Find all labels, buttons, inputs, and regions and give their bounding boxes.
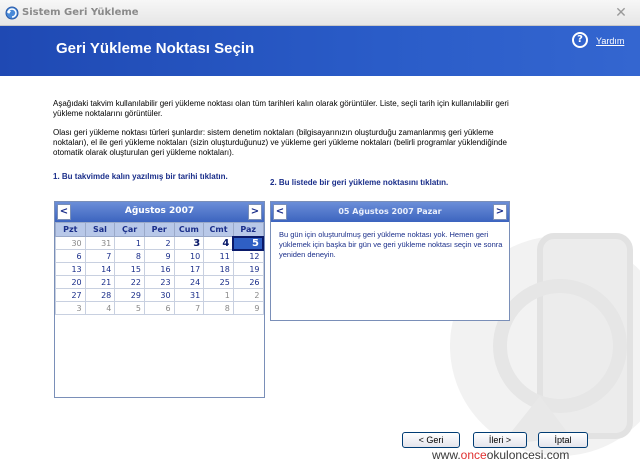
next-button[interactable]: İleri > — [473, 432, 527, 448]
watermark-accent: once — [460, 448, 487, 462]
calendar-day[interactable]: 26 — [233, 276, 263, 289]
calendar-day[interactable]: 3 — [56, 302, 86, 315]
system-restore-icon — [5, 6, 19, 20]
calendar-day[interactable]: 25 — [204, 276, 234, 289]
calendar — [54, 201, 265, 398]
calendar-day[interactable]: 31 — [85, 237, 115, 250]
weekday-header: Paz — [233, 223, 263, 237]
calendar-day[interactable]: 30 — [144, 289, 174, 302]
close-icon[interactable]: ✕ — [615, 5, 627, 21]
step2-label: 2. Bu listede bir geri yükleme noktasını tıklatın. — [270, 178, 449, 187]
calendar-day[interactable]: 31 — [174, 289, 204, 302]
step1-label: 1. Bu takvimde kalın yazılmış bir tarihi tıklatın. — [53, 172, 228, 181]
calendar-day[interactable]: 6 — [144, 302, 174, 315]
restore-types-text: Olası geri yükleme noktası türleri şunlardır: sistem denetim noktaları (bilgisayarınızın oluşturduğu zamanlanmış geri yükleme noktaları), el ile geri yükleme noktaları (sizin oluşturduğunuz) ve yükleme geri yükleme noktaları (belirli programlar yüklendiğinde otomatik olarak oluşturulan geri yükleme noktaları). — [53, 128, 507, 157]
wizard-header — [0, 26, 640, 76]
calendar-day[interactable]: 19 — [233, 263, 263, 276]
calendar-day[interactable]: 29 — [115, 289, 145, 302]
page-title: Geri Yükleme Noktası Seçin — [56, 40, 255, 57]
calendar-grid — [55, 222, 264, 315]
calendar-day[interactable]: 24 — [174, 276, 204, 289]
calendar-day[interactable]: 7 — [85, 250, 115, 263]
prev-month-button[interactable]: < — [57, 204, 71, 220]
calendar-week — [56, 250, 264, 263]
window-title: Sistem Geri Yükleme — [22, 7, 139, 18]
calendar-day[interactable]: 30 — [56, 237, 86, 250]
weekday-header: Çar — [115, 223, 145, 237]
calendar-day[interactable]: 3 — [174, 237, 204, 250]
calendar-days — [56, 237, 264, 315]
calendar-day[interactable]: 1 — [115, 237, 145, 250]
calendar-day-selected[interactable]: 5 — [233, 237, 263, 250]
calendar-week — [56, 302, 264, 315]
calendar-day[interactable]: 4 — [204, 237, 234, 250]
calendar-day[interactable]: 2 — [144, 237, 174, 250]
calendar-header — [55, 202, 264, 222]
back-button[interactable]: < Geri — [402, 432, 460, 448]
calendar-day[interactable]: 20 — [56, 276, 86, 289]
calendar-week — [56, 237, 264, 250]
cancel-button[interactable]: İptal — [538, 432, 588, 448]
calendar-day[interactable]: 27 — [56, 289, 86, 302]
calendar-day[interactable]: 9 — [233, 302, 263, 315]
calendar-day[interactable]: 6 — [56, 250, 86, 263]
weekday-header: Cum — [174, 223, 204, 237]
calendar-day[interactable]: 21 — [85, 276, 115, 289]
calendar-day[interactable]: 13 — [56, 263, 86, 276]
calendar-day[interactable]: 7 — [174, 302, 204, 315]
calendar-day[interactable]: 14 — [85, 263, 115, 276]
calendar-day[interactable]: 9 — [144, 250, 174, 263]
calendar-day[interactable]: 23 — [144, 276, 174, 289]
calendar-day[interactable]: 5 — [115, 302, 145, 315]
calendar-day[interactable]: 18 — [204, 263, 234, 276]
website-watermark — [432, 448, 569, 462]
watermark-prefix: www. — [432, 448, 461, 462]
weekday-header: Per — [144, 223, 174, 237]
intro-text: Aşağıdaki takvim kullanılabilir geri yükleme noktası olan tüm tarihleri kalın olarak görüntüler. Liste, seçli tarih için kullanılabilir geri yükleme noktalarını görüntüler. — [53, 99, 509, 118]
weekday-row — [56, 223, 264, 237]
calendar-day[interactable]: 22 — [115, 276, 145, 289]
help-icon[interactable]: ? — [572, 32, 588, 48]
list-header — [271, 202, 509, 222]
weekday-header: Pzt — [56, 223, 86, 237]
watermark-suffix: okuloncesi.com — [486, 448, 570, 462]
wizard-body — [0, 76, 640, 472]
calendar-month: Ağustos 2007 — [124, 206, 195, 216]
restore-point-list[interactable] — [270, 201, 510, 321]
weekday-header: Sal — [85, 223, 115, 237]
next-month-button[interactable]: > — [248, 204, 262, 220]
calendar-week — [56, 289, 264, 302]
help-link[interactable]: Yardım — [596, 36, 625, 46]
prev-day-button[interactable]: < — [273, 204, 287, 220]
calendar-day[interactable]: 11 — [204, 250, 234, 263]
title-bar — [0, 0, 640, 26]
weekday-header: Cmt — [204, 223, 234, 237]
calendar-day[interactable]: 1 — [204, 289, 234, 302]
calendar-day[interactable]: 8 — [204, 302, 234, 315]
list-message: Bu gün için oluşturulmuş geri yükleme noktası yok. Hemen geri yüklemek için başka bir gün ve geri yükleme noktası seçin ve sonra yeniden deneyin. — [279, 230, 503, 259]
calendar-day[interactable]: 4 — [85, 302, 115, 315]
calendar-day[interactable]: 16 — [144, 263, 174, 276]
calendar-day[interactable]: 28 — [85, 289, 115, 302]
calendar-day[interactable]: 2 — [233, 289, 263, 302]
calendar-day[interactable]: 12 — [233, 250, 263, 263]
calendar-day[interactable]: 8 — [115, 250, 145, 263]
calendar-day[interactable]: 10 — [174, 250, 204, 263]
calendar-day[interactable]: 17 — [174, 263, 204, 276]
selected-date: 05 Ağustos 2007 Pazar — [338, 207, 442, 216]
calendar-day[interactable]: 15 — [115, 263, 145, 276]
calendar-week — [56, 263, 264, 276]
calendar-week — [56, 276, 264, 289]
next-day-button[interactable]: > — [493, 204, 507, 220]
